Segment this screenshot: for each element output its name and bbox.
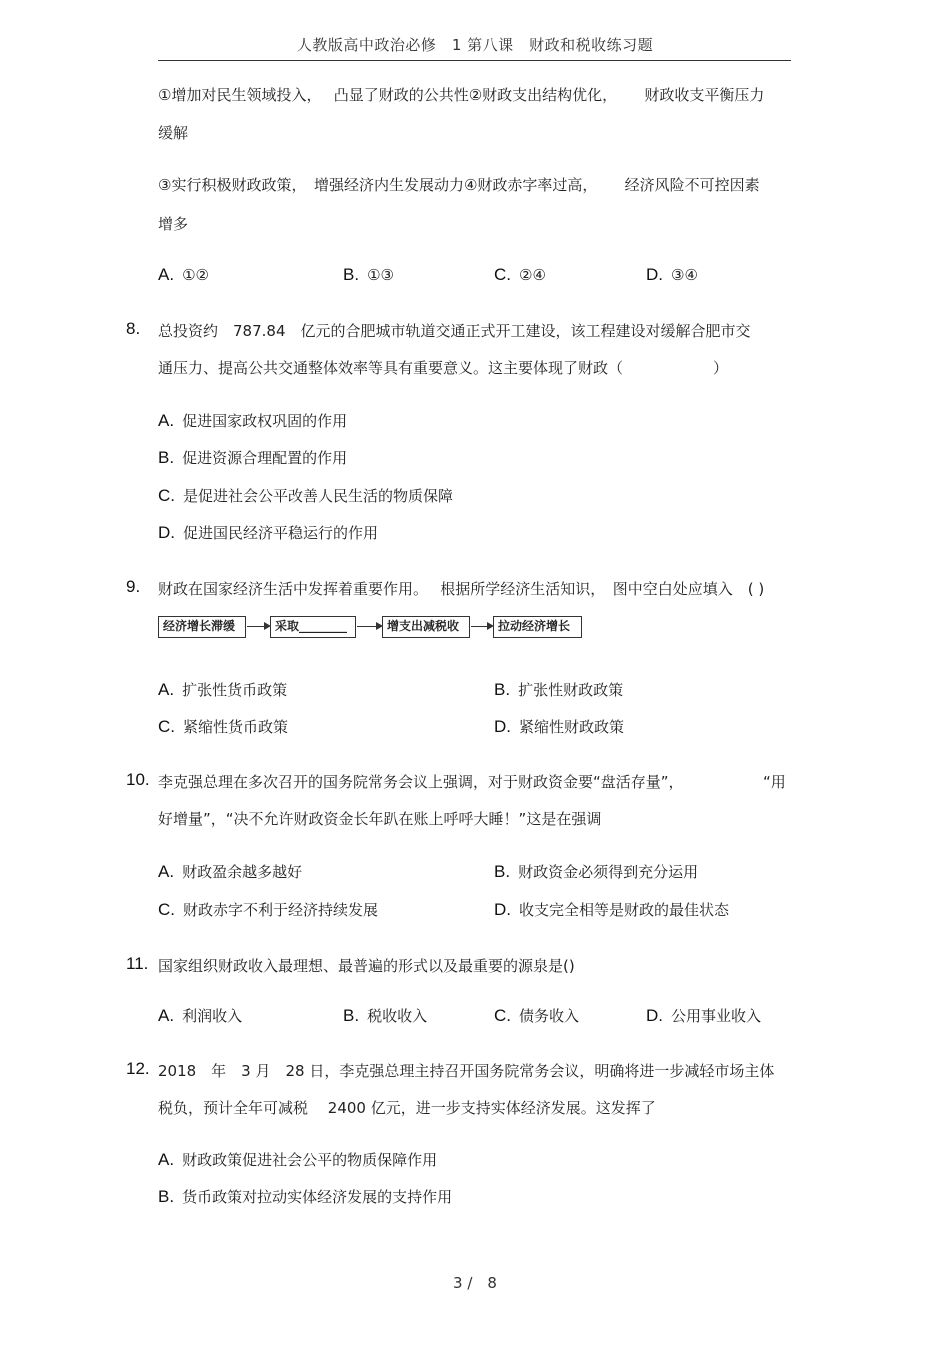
- flow-arrow: [471, 626, 492, 627]
- option-letter: A.: [158, 862, 175, 881]
- option-text: 税收收入: [367, 1007, 428, 1025]
- option-letter: B.: [494, 862, 511, 881]
- option-letter: D.: [646, 1006, 663, 1025]
- option-letter: D.: [158, 523, 175, 542]
- q12-option-b[interactable]: [158, 1186, 452, 1207]
- q10-option-b[interactable]: [494, 861, 698, 882]
- option-text: 扩张性货币政策: [182, 681, 288, 699]
- flow-arrow: [247, 626, 269, 627]
- option-letter: C.: [494, 265, 511, 284]
- q11-option-d[interactable]: [646, 1005, 761, 1026]
- option-letter: C.: [158, 486, 175, 505]
- option-letter: B.: [158, 1187, 175, 1206]
- option-text: 利润收入: [182, 1007, 243, 1025]
- option-text: 财政赤字不利于经济持续发展: [183, 901, 379, 919]
- flow-arrow: [357, 626, 381, 627]
- option-letter: C.: [494, 1006, 511, 1025]
- q9-number: 9.: [126, 577, 141, 596]
- page-header-title: 人教版高中政治必修 1 第八课 财政和税收练习题: [296, 36, 654, 54]
- q9-stem-line-1: 财政在国家经济生活中发挥着重要作用。 根据所学经济生活知识， 图中空白处应填入 ( ): [158, 580, 765, 598]
- q8-stem-line-2: 通压力、提高公共交通整体效率等具有重要意义。这主要体现了财政（ ）: [158, 359, 729, 377]
- q8-option-c[interactable]: [158, 485, 453, 506]
- q11-option-b[interactable]: [343, 1005, 427, 1026]
- q8-option-b[interactable]: [158, 447, 347, 468]
- option-text: 促进国家政权巩固的作用: [182, 412, 348, 430]
- flow-box-spend-cut-tax: 增支出减税收: [382, 616, 470, 638]
- q12-stem-line-2: 税负，预计全年可减税 2400 亿元，进一步支持实体经济发展。这发挥了: [158, 1099, 656, 1117]
- option-letter: A.: [158, 265, 175, 284]
- q9-option-a[interactable]: [158, 679, 287, 700]
- option-letter: D.: [494, 900, 511, 919]
- q12-stem-line-1: 2018 年 3 月 28 日，李克强总理主持召开国务院常务会议，明确将进一步减轻市场主体: [158, 1062, 775, 1080]
- option-letter: B.: [494, 680, 511, 699]
- q10-stem-line-1-end: “用: [763, 773, 786, 791]
- option-letter: A.: [158, 1006, 175, 1025]
- option-letter: B.: [343, 1006, 360, 1025]
- option-letter: B.: [343, 265, 360, 284]
- option-letter: A.: [158, 411, 175, 430]
- option-text: 公用事业收入: [671, 1007, 762, 1025]
- option-letter: D.: [646, 265, 663, 284]
- q10-stem-line-1: 李克强总理在多次召开的国务院常务会议上强调，对于财政资金要“盘活存量”，: [158, 773, 684, 791]
- q8-number: 8.: [126, 319, 141, 338]
- option-text: 紧缩性货币政策: [183, 718, 289, 736]
- q9-option-b[interactable]: [494, 679, 623, 700]
- q7-statement-line-3: ③实行积极财政政策， 增强经济内生发展动力④财政赤字率过高， 经济风险不可控因素: [158, 176, 760, 194]
- q9-option-c[interactable]: [158, 716, 288, 737]
- q12-number: 12.: [126, 1059, 150, 1078]
- option-text: ②④: [519, 266, 546, 284]
- q12-option-a[interactable]: [158, 1149, 437, 1170]
- q9-option-d[interactable]: [494, 716, 624, 737]
- option-text: 促进资源合理配置的作用: [182, 449, 348, 467]
- q11-number: 11.: [126, 954, 149, 973]
- q7-option-b[interactable]: [343, 265, 394, 285]
- option-text: 财政政策促进社会公平的物质保障作用: [182, 1151, 438, 1169]
- option-letter: C.: [158, 900, 175, 919]
- option-text: 扩张性财政政策: [518, 681, 624, 699]
- q7-option-d[interactable]: [646, 265, 698, 285]
- q10-option-a[interactable]: [158, 861, 302, 882]
- option-letter: B.: [158, 448, 175, 467]
- q7-statement-line-2: 缓解: [158, 124, 189, 142]
- q9-flow-diagram: [158, 614, 583, 640]
- option-text: 收支完全相等是财政的最佳状态: [519, 901, 730, 919]
- q10-option-c[interactable]: [158, 899, 378, 920]
- option-text: ①③: [367, 266, 394, 284]
- option-letter: A.: [158, 1150, 175, 1169]
- option-text: 紧缩性财政政策: [519, 718, 625, 736]
- option-letter: C.: [158, 717, 175, 736]
- q7-statement-line-1: ①增加对民生领域投入， 凸显了财政的公共性②财政支出结构优化， 财政收支平衡压力: [158, 86, 765, 104]
- q8-option-a[interactable]: [158, 410, 347, 431]
- q8-option-d[interactable]: [158, 522, 378, 543]
- q10-number: 10.: [126, 770, 150, 789]
- q8-stem-line-1: 总投资约 787.84 亿元的合肥城市轨道交通正式开工建设，该工程建设对缓解合肥市交: [158, 322, 751, 340]
- option-text: 债务收入: [519, 1007, 580, 1025]
- flow-box-blank-measure: 采取________: [270, 616, 356, 638]
- q11-option-a[interactable]: [158, 1005, 242, 1026]
- q11-option-c[interactable]: [494, 1005, 579, 1026]
- option-text: 货币政策对拉动实体经济发展的支持作用: [182, 1188, 453, 1206]
- option-text: 财政盈余越多越好: [182, 863, 303, 881]
- q7-statement-line-4: 增多: [158, 215, 189, 233]
- page-number: 3 / 8: [453, 1274, 497, 1292]
- q7-option-a[interactable]: [158, 265, 209, 285]
- option-text: ③④: [671, 266, 698, 284]
- option-text: 是促进社会公平改善人民生活的物质保障: [183, 487, 454, 505]
- flow-box-slow-growth: 经济增长滞缓: [158, 616, 246, 638]
- option-text: ①②: [182, 266, 209, 284]
- option-text: 促进国民经济平稳运行的作用: [183, 524, 379, 542]
- header-divider: [158, 60, 791, 61]
- q7-option-c[interactable]: [494, 265, 546, 285]
- q10-stem-line-2: 好增量”，“决不允许财政资金长年趴在账上呼呼大睡！”这是在强调: [158, 810, 602, 828]
- option-text: 财政资金必须得到充分运用: [518, 863, 699, 881]
- flow-box-boost-growth: 拉动经济增长: [493, 616, 582, 638]
- option-letter: D.: [494, 717, 511, 736]
- q10-option-d[interactable]: [494, 899, 729, 920]
- q11-stem-line-1: 国家组织财政收入最理想、最普遍的形式以及最重要的源泉是(): [158, 957, 575, 975]
- option-letter: A.: [158, 680, 175, 699]
